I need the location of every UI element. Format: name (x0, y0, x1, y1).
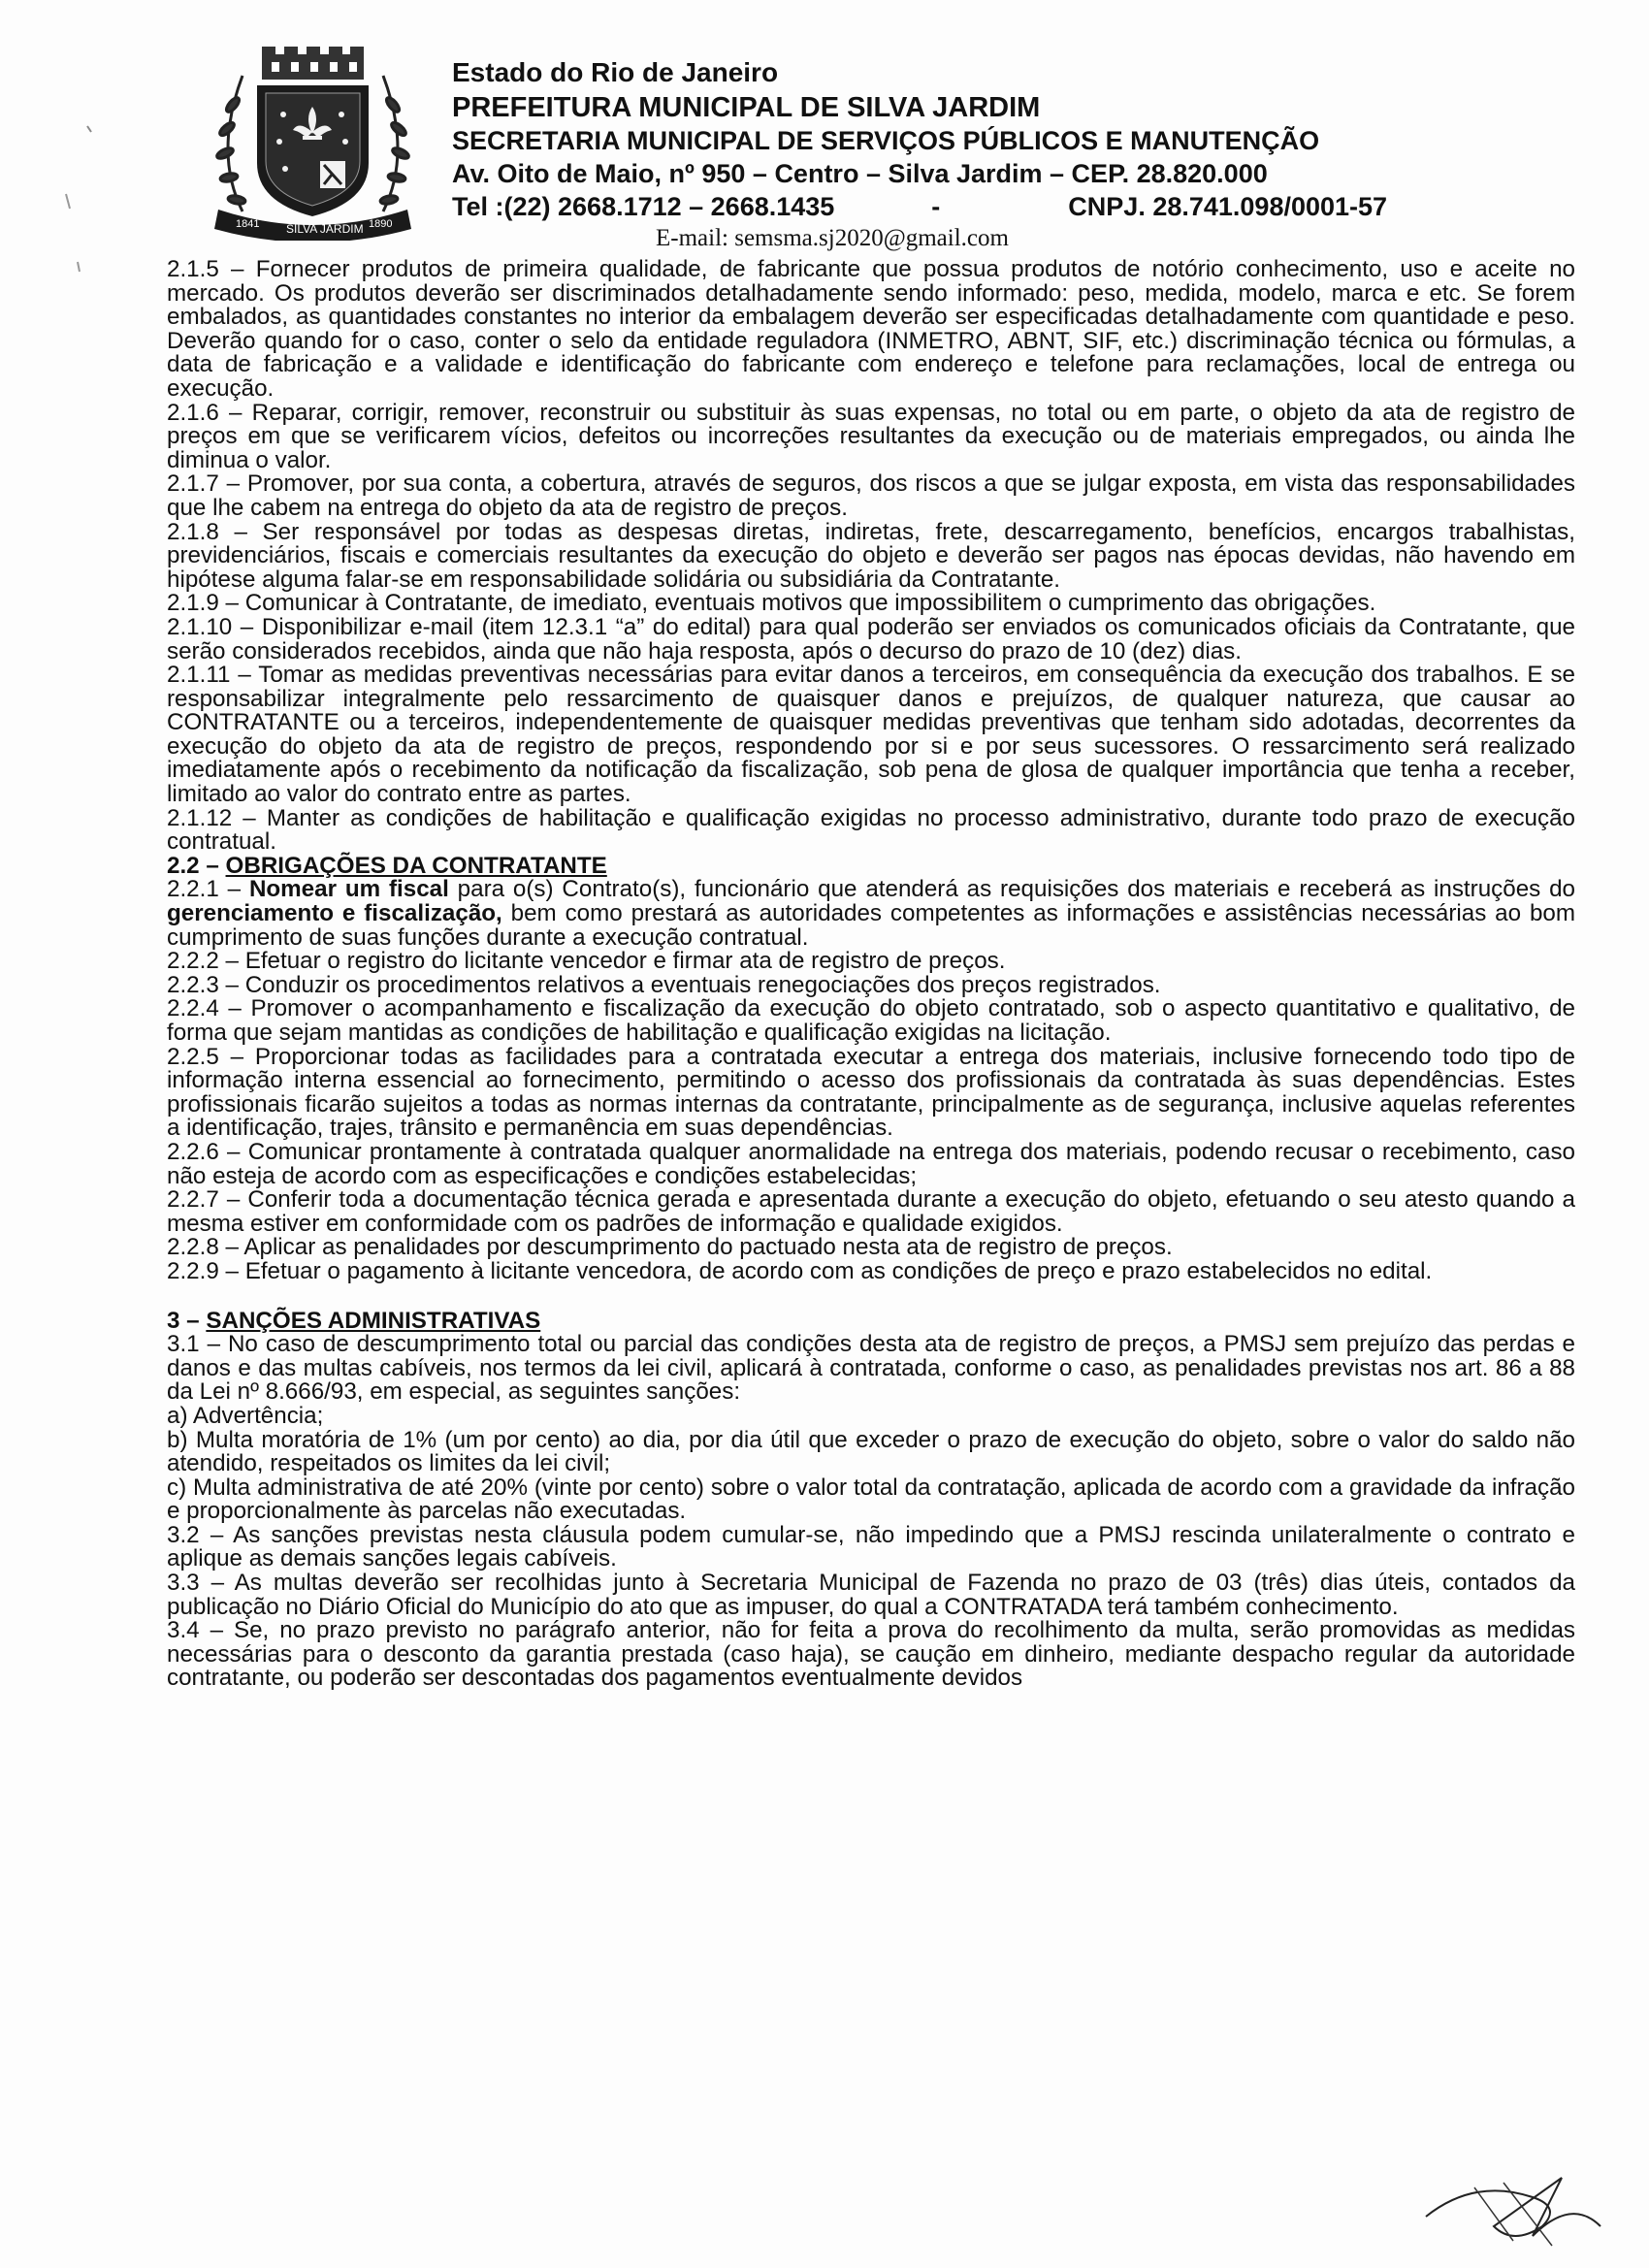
clause-3-1-c: c) Multa administrativa de até 20% (vinte por cento) sobre o valor total da contratação, aplicada de acordo com a gravidade da infração e proporcionalmente às parcelas não executadas. (167, 1474, 1575, 1525)
clause-2-1-7: 2.1.7 – Promover, por sua conta, a cobertura, através de seguros, dos riscos a que se julgar exposta, em vista das responsabilidades que lhe cabem na entrega do objeto da ata de registro de preços. (167, 470, 1575, 521)
clause-2-1-8: 2.1.8 – Ser responsável por todas as despesas diretas, indiretas, frete, descarregamento, benefícios, encargos trabalhistas, previdenciários, fiscais e comerciais resultantes da execução do objeto e deverão ser pagos nas épocas devidas, não havendo em hipótese alguma falar-se em responsabilidade solidária ou subsidiária da Contratante. (167, 518, 1575, 593)
section-2-2-heading (167, 852, 1575, 879)
secretaria-name: SECRETARIA MUNICIPAL DE SERVIÇOS PÚBLICOS E MANUTENÇÃO (452, 126, 1320, 155)
section-3-number: 3 – (167, 1307, 207, 1334)
prefeitura-name: PREFEITURA MUNICIPAL DE SILVA JARDIM (452, 92, 1041, 123)
clause-2-2-8: 2.2.8 – Aplicar as penalidades por descumprimento do pactuado nesta ata de registro de preços. (167, 1234, 1173, 1261)
clause-3-1-b: b) Multa moratória de 1% (um por cento) ao dia, por dia útil que exceder o prazo de execução do objeto, sobre o valor do saldo não atendido, respeitados os limites da lei civil; (167, 1426, 1575, 1477)
contact-line (452, 190, 1422, 223)
clause-3-3: 3.3 – As multas deverão ser recolhidas junto à Secretaria Municipal de Fazenda no prazo de 03 (três) dias úteis, contados da publicação no Diário Oficial do Município do ato que as impuser, do qual a CONTRATADA terá também conhecimento. (167, 1570, 1575, 1620)
clause-2-2-9: 2.2.9 – Efetuar o pagamento à licitante vencedora, de acordo com as condições de preço e prazo estabelecidos no edital. (167, 1257, 1433, 1284)
clause-3-1: 3.1 – No caso de descumprimento total ou parcial das condições desta ata de registro de preços, a PMSJ sem prejuízo das perdas e danos e das multas cabíveis, nos termos da lei civil, aplicará à contratada, conforme o caso, as penalidades previstas nos art. 86 a 88 da Lei nº 8.666/93, em especial, as seguintes sanções: (167, 1331, 1575, 1406)
clause-2-2-5: 2.2.5 – Proporcionar todas as facilidades para a contratada executar a entrega dos materiais, inclusive fornecendo todo tipo de informação interna essencial ao fornecimento, permitindo o acesso dos profissionais da contratada às suas dependências. Estes profissionais ficarão sujeitos a todas as normas internas da contratante, principalmente as de segurança, inclusive aquelas referentes a identificação, trajes, trânsito e permanência em suas dependências. (167, 1043, 1575, 1142)
clause-2-2-6: 2.2.6 – Comunicar prontamente à contratada qualquer anormalidade na entrega dos materiais, podendo recusar o recebimento, caso não esteja de acordo com as especificações e condições estabelecidas; (167, 1138, 1575, 1189)
clause-2-2-1-bold-1: Nomear um fiscal (248, 876, 449, 903)
coat-motto: SILVA JARDIM (286, 222, 364, 236)
clause-2-2-1-bold-2: gerenciamento e fiscalização, (167, 900, 502, 927)
section-spacer (167, 1284, 1575, 1310)
section-3-heading (167, 1307, 1575, 1334)
section-3-title: SANÇÕES ADMINISTRATIVAS (206, 1307, 541, 1334)
coat-year-right: 1890 (369, 218, 393, 230)
section-2-2-number: 2.2 – (167, 852, 226, 879)
clause-2-1-6: 2.1.6 – Reparar, corrigir, remover, reconstruir ou substituir às suas expensas, no total ou em parte, o objeto da ata de registro de preços em que se verificarem vícios, defeitos ou incorreções resultantes da execução ou de materiais empregados, ou ainda lhe diminua o valor. (167, 399, 1575, 473)
email: E-mail: semsma.sj2020@gmail.com (656, 225, 1009, 251)
address: Av. Oito de Maio, nº 950 – Centro – Silva Jardim – CEP. 28.820.000 (452, 159, 1268, 188)
clause-2-1-5: 2.1.5 – Fornecer produtos de primeira qualidade, de fabricante que possua produtos de notório conhecimento, uso e aceite no mercado. Os produtos deverão ser discriminados detalhadamente sendo informado: peso, medida, modelo, marca e etc. Se forem embalados, as quantidades constantes no interior da embalagem deverão ser especificadas detalhadamente com quantidade e peso. Deverão quando for o caso, conter o selo da entidade reguladora (INMETRO, ABNT, SIF, etc.) discriminação técnica ou fórmulas, a data de fabricação e a validade e identificação do fabricante com endereço e telefone para reclamações, local de entrega ou execução. (167, 256, 1575, 402)
clause-2-1-11: 2.1.11 – Tomar as medidas preventivas necessárias para evitar danos a terceiros, em consequência da execução dos trabalhos. E se responsabilizar integralmente pelo ressarcimento de quaisquer danos e prejuízos, de qualquer natureza, que causar ao CONTRATANTE ou a terceiros, independentemente de quaisquer medidas preventivas que tenham sido adotadas, decorrentes da execução do objeto da ata de registro de preços, respondendo por si e por seus sucessores. O ressarcimento será realizado imediatamente após o recebimento da notificação da fiscalização, sob pena de glosa de qualquer importância que tenha a receber, limitado ao valor do contrato entre as partes. (167, 662, 1575, 808)
signature-icon (1416, 2158, 1610, 2255)
clause-2-2-1-text-2: bem como prestará as autoridades competentes as informações e assistências necessárias ao bom cumprimento de suas funções durante a execução contratual. (167, 900, 1576, 951)
cnpj: CNPJ. 28.741.098/0001-57 (1068, 192, 1388, 221)
clause-3-1-a: a) Advertência; (167, 1402, 324, 1429)
telephone: Tel :(22) 2668.1712 – 2668.1435 (452, 192, 835, 221)
clause-2-2-3: 2.2.3 – Conduzir os procedimentos relativos a eventuais renegociações dos preços registrados. (167, 971, 1161, 998)
section-2-2-title: OBRIGAÇÕES DA CONTRATANTE (225, 852, 607, 879)
clause-2-1-10: 2.1.10 – Disponibilizar e-mail (item 12.3.1 “a” do edital) para qual poderão ser enviados os comunicados oficiais da Contratante, que serão considerados recebidos, ainda que não haja resposta, após o decurso do prazo de 10 (dez) dias. (167, 613, 1575, 664)
coat-of-arms-icon (204, 47, 422, 241)
letterhead (452, 54, 1422, 254)
clause-2-1-9: 2.1.9 – Comunicar à Contratante, de imediato, eventuais motivos que impossibilitem o cumprimento das obrigações. (167, 590, 1376, 617)
clause-3-4: 3.4 – Se, no prazo previsto no parágrafo anterior, não for feita a prova do recolhimento da multa, serão promovidas as medidas necessárias para o desconto da garantia prestada (caso haja), se caução em dinheiro, mediante despacho regular da autoridade contratante, ou poderão ser descontadas dos pagamentos eventualmente devidos (167, 1617, 1575, 1692)
separator-dash: - (931, 192, 941, 221)
clause-2-1-12: 2.1.12 – Manter as condições de habilitação e qualificação exigidas no processo administrativo, durante todo prazo de execução contratual. (167, 804, 1575, 856)
state-name: Estado do Rio de Janeiro (452, 57, 779, 87)
clause-3-2: 3.2 – As sanções previstas nesta cláusula podem cumular-se, não impedindo que a PMSJ rescinda unilateralmente o contrato e aplique as demais sanções legais cabíveis. (167, 1521, 1575, 1572)
clause-2-2-1-number: 2.2.1 – (167, 876, 249, 903)
clause-2-2-1-text-1: para o(s) Contrato(s), funcionário que atenderá as requisições dos materiais e receberá as instruções do (448, 876, 1575, 903)
clause-2-2-4: 2.2.4 – Promover o acompanhamento e fiscalização da execução do objeto contratado, sob o aspecto quantitativo e qualitativo, de forma que sejam mantidas as condições de habilitação e qualificação exigidas na licitação. (167, 995, 1575, 1046)
clause-2-2-2: 2.2.2 – Efetuar o registro do licitante vencedor e firmar ata de registro de preços. (167, 948, 1006, 975)
clause-2-2-7: 2.2.7 – Conferir toda a documentação técnica gerada e apresentada durante a execução do objeto, efetuando o seu atesto quando a mesma estiver em conformidade com os padrões de informação e qualidade exigidos. (167, 1186, 1575, 1237)
scan-marks (58, 116, 116, 291)
coat-year-left: 1841 (236, 218, 260, 230)
clause-2-2-1 (167, 878, 1575, 950)
document-body (167, 258, 1575, 1691)
